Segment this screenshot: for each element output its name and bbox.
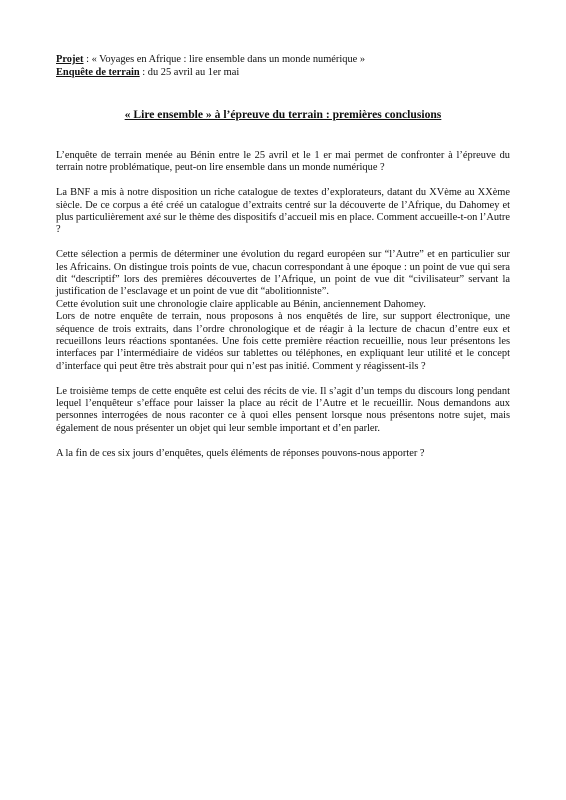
paragraph-enquete-lecture: Lors de notre enquête de terrain, nous proposons à nos enquêtés de lire, sur support électronique, une séquence de trois extraits, dans l’ordre chronologique et de réagir à la lecture de chacun d’entre eux et recueillons leurs réactions spontanées. Une fois cette première réaction recueillie, nous leur présentons les interfaces par l’intermédiaire de vidéos sur tablettes ou téléphones, en expliquant leur utilité et le concept d’interface qui peut être très abstrait pour qui n’est pas initié. Comment y réagissent-ils ? (56, 311, 510, 372)
paragraph-chronologie: Cette évolution suit une chronologie claire applicable au Bénin, anciennement Dahomey. (56, 298, 426, 310)
paragraph-recits-de-vie: Le troisième temps de cette enquête est celui des récits de vie. Il s’agit d’un temps du discours long pendant lequel l’enquêteur s’efface pour laisser la place au récit de l’Autre et le recueillir. Nous demandons aux personnes interrogées de nous raconter ce à quoi elles pensent lorsque nous présentons notre sujet, mais également de nous présenter un objet qui leur semble important et d’en parler. (56, 385, 510, 434)
paragraph-bnf-catalogue: La BNF a mis à notre disposition un riche catalogue de textes d’explorateurs, datant du XVème au XXème siècle. De ce corpus a été créé un catalogue d’extraits centré sur la découverte de l’Afrique, du Dahomey et plus particulièrement axé sur le thème des dispositifs d’accueil mis en place. Comment accueille-t-on l’Autre ? (56, 187, 510, 236)
enquete-line (56, 66, 516, 79)
document-header (56, 53, 516, 79)
document-body (56, 150, 510, 460)
projet-text: : « Voyages en Afrique : lire ensemble dans un monde numérique » (83, 54, 366, 65)
paragraph-conclusion-question: A la fin de ces six jours d’enquêtes, quels éléments de réponses pouvons-nous apporter ? (56, 447, 425, 459)
paragraph-points-de-vue: Cette sélection a permis de déterminer une évolution du regard européen sur “l’Autre” et en particulier sur les Africains. On distingue trois points de vue, chacun correspondant à une époque : un point de vue qui sera dit “descriptif” lors des premières découvertes de l’Afrique, un point de vue dit “civilisateur” servant la justification de l’esclavage et un point de vue dit “abolitionniste”. (56, 249, 510, 298)
projet-line (56, 53, 516, 66)
paragraph-intro: L’enquête de terrain menée au Bénin entre le 25 avril et le 1 er mai permet de confronter à l’épreuve du terrain notre problématique, peut-on lire ensemble dans un monde numérique ? (56, 150, 510, 174)
enquete-label: Enquête de terrain (56, 67, 140, 78)
document-title: « Lire ensemble » à l’épreuve du terrain : premières conclusions (124, 108, 442, 121)
projet-label: Projet (56, 54, 84, 65)
enquete-text: : du 25 avril au 1er mai (139, 67, 240, 78)
